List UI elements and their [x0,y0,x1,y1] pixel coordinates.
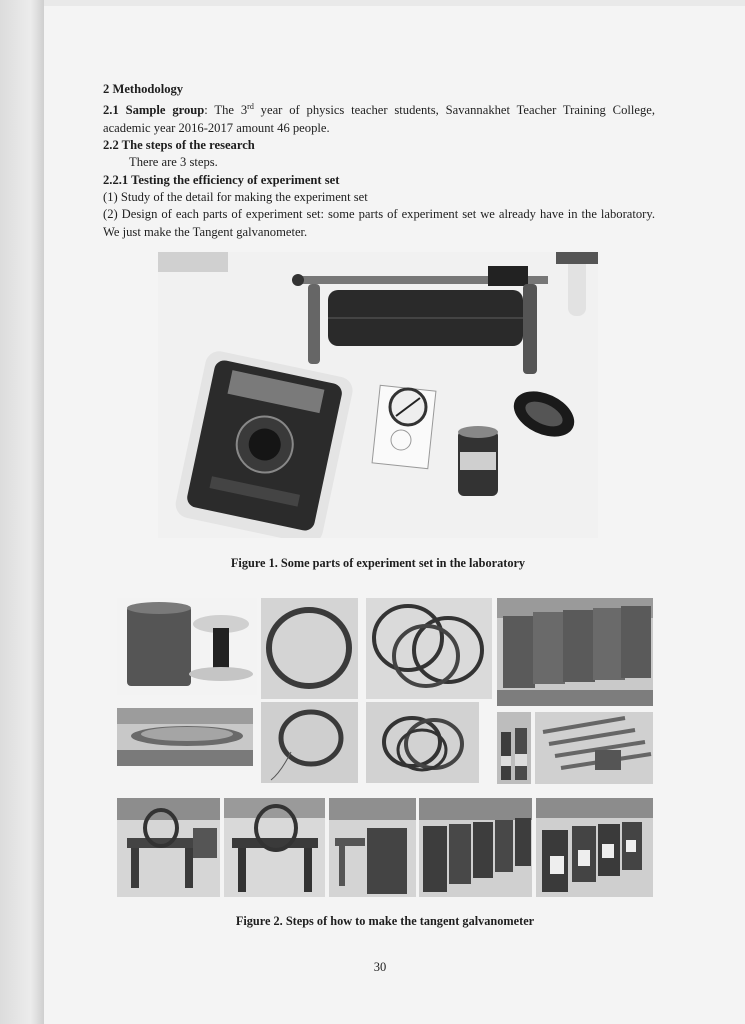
item-1: (1) Study of the detail for making the experiment set [103,189,368,204]
sample-group-text-b: year of physics teacher students, Savannakhet Teacher Training College, academic year 2016-2017 amount 46 people. [103,103,655,135]
steps-count: There are 3 steps. [129,155,218,170]
sample-group-text-a: : The 3 [204,103,248,118]
figure1-caption: Figure 1. Some parts of experiment set in the laboratory [230,556,526,570]
figure2-photo-wooden-stands [497,598,653,706]
ordinal-suffix: rd [247,102,254,112]
steps-heading: 2.2 The steps of the research [103,138,255,153]
testing-heading: 2.2.1 Testing the efficiency of experiment set [103,172,340,187]
figure2-photo-frame-3 [329,798,416,897]
sample-group-label: 2.1 Sample group [103,103,205,118]
figure2-caption: Figure 2. Steps of how to make the tangent galvanometer [235,914,535,928]
methodology-text [103,81,655,241]
book-spine-shadow [0,0,44,1024]
item-2: (2) Design of each parts of experiment set: some parts of experiment set we already have in the laboratory. We just make the Tangent galvanometer. [103,207,655,239]
sample-group-paragraph [103,98,655,137]
figure2-photo-wound-ring [261,702,358,783]
figure1-photo [158,252,598,538]
figure2-photo-bottles [497,712,531,784]
figure2-photo-frame-1 [117,798,220,897]
figure2-photo-finished-galvanometers [536,798,653,897]
figure2-photo-frames-row [419,798,532,897]
figure2-photo-wound-rings [366,702,479,783]
section-heading: 2 Methodology [103,82,184,96]
page-number: 30 [373,960,387,974]
figure2-photo-rings [366,598,492,699]
figure2-photo-pipe-and-spool [117,598,257,695]
figure2-photo-frame-2 [224,798,325,897]
figure2-photo-coil-table [117,708,253,766]
figure2-photo-ring [261,598,358,699]
figure2-photo-bench [535,712,653,784]
